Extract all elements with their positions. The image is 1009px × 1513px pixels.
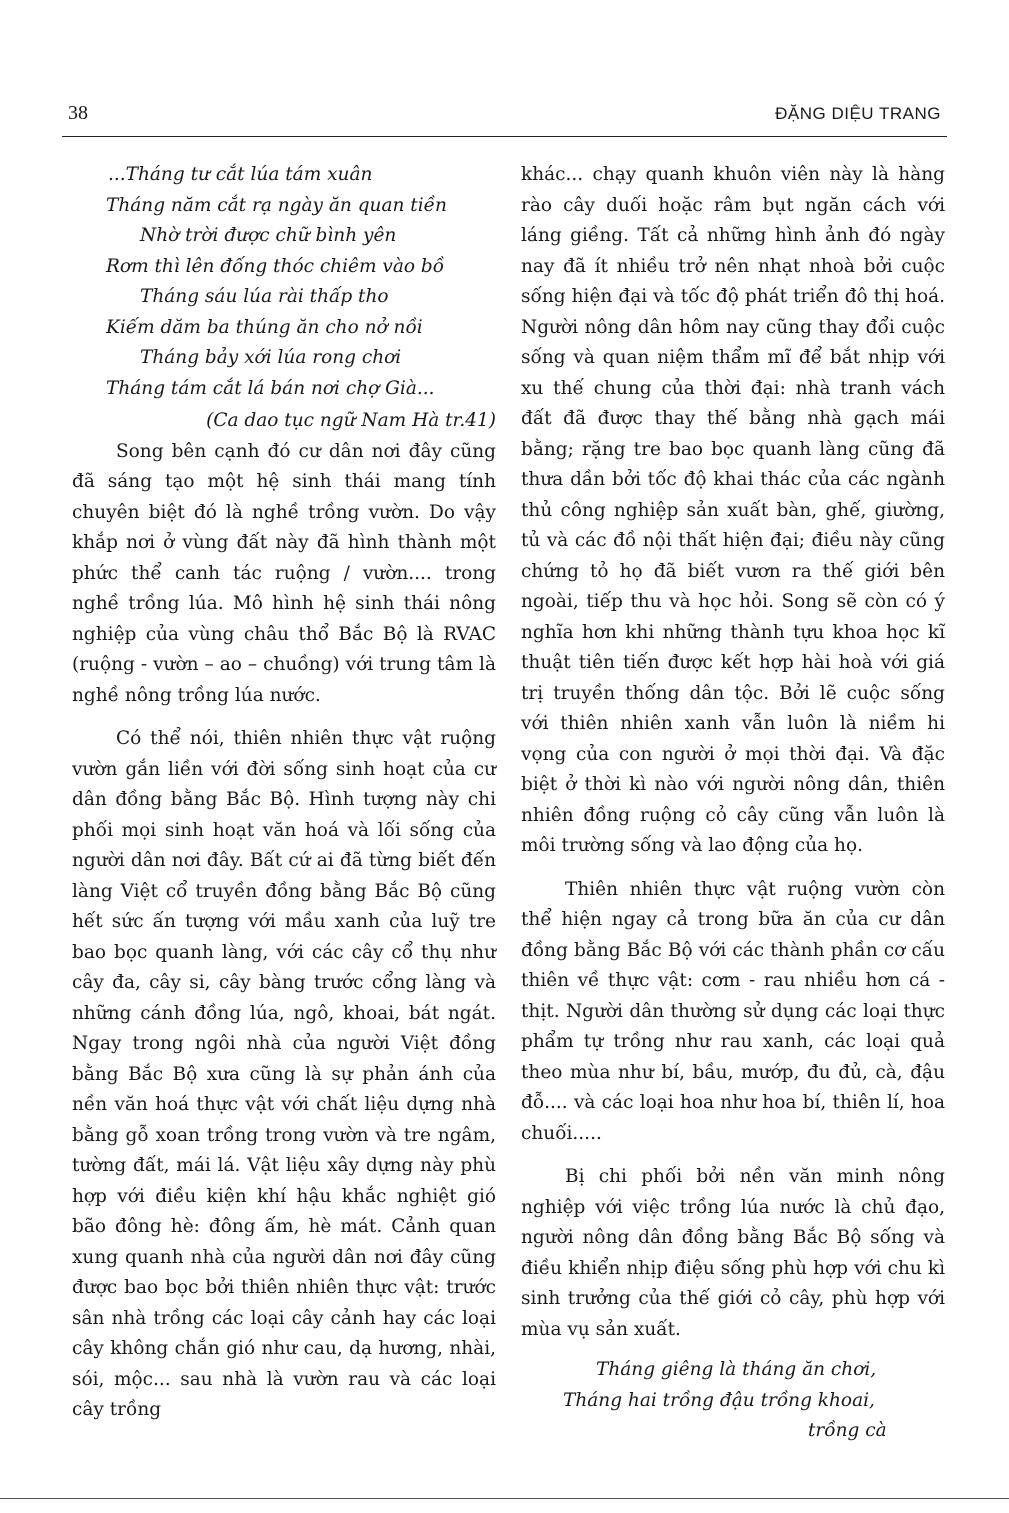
verse-line: Tháng hai trồng đậu trồng khoai, <box>563 1389 875 1411</box>
page-bottom-edge <box>0 1498 1009 1499</box>
header-rule <box>62 136 947 137</box>
paragraph: Thiên nhiên thực vật ruộng vườn còn thể hiện ngay cả trong bữa ăn của cư dân đồng bằng Bắc Bộ với các thành phần cơ cấu thiên về thực vật: cơm - rau nhiều hơn cá - thịt. Người dân thường sử dụng các loại thực phẩm tự trồng như rau xanh, các loại quả theo mùa như bí, bầu, mướp, đu đủ, cà, đậu đỗ.... và các loại hoa như hoa bí, thiên lí, hoa chuối..... <box>521 878 945 1144</box>
verse-line: Tháng tám cắt lá bán nơi chợ Già... <box>106 377 435 399</box>
verse-line: trồng cà <box>808 1420 887 1441</box>
verse-block <box>72 160 496 404</box>
verse-line: Tháng sáu lúa rài thấp tho <box>140 286 389 307</box>
paragraph: Có thể nói, thiên nhiên thực vật ruộng vườn gắn liền với đời sống sinh hoạt của cư dân đồng bằng Bắc Bộ. Hình tượng này chi phối mọi sinh hoạt văn hoá và lối sống của người dân nơi đây. Bất cứ ai đã từng biết đến làng Việt cổ truyền đồng bằng Bắc Bộ cũng hết sức ấn tượng với mầu xanh của luỹ tre bao bọc quanh làng, với các cây cổ thụ như cây đa, cây si, cây bàng trước cổng làng và những cánh đồng lúa, ngô, khoai, bát ngát. Ngay trong ngôi nhà của người Việt đồng bằng Bắc Bộ xưa cũng là sự phản ánh của nền văn hoá thực vật với chất liệu dựng nhà bằng gỗ xoan trồng trong vườn và tre ngâm, tường đất, mái lá. Vật liệu xây dựng này phù hợp với điều kiện khí hậu khắc nghiệt gió bão đông hè: đông ấm, hè mát. Cảnh quan xung quanh nhà của người dân nơi đây cũng được bao bọc bởi thiên nhiên thực vật: trước sân nhà trồng các loại cây cảnh hay các loại cây không chắn gió như cau, dạ hương, nhài, sói, mộc... sau nhà là vườn rau và các loại cây trồng <box>72 728 496 1420</box>
verse-source: (Ca dao tục ngữ Nam Hà tr.41) <box>206 410 496 431</box>
verse-line: ...Tháng tư cắt lúa tám xuân <box>108 164 373 185</box>
verse-line: Tháng năm cắt rạ ngày ăn quan tiền <box>106 194 447 216</box>
page-number: 38 <box>68 102 88 124</box>
verse-line: Rơm thì lên đống thóc chiêm vào bồ <box>106 255 445 277</box>
running-head: ĐẶNG DIỆU TRANG <box>775 104 941 123</box>
verse-block <box>521 1355 945 1447</box>
verse-line: Nhờ trời được chữ bình yên <box>140 225 397 246</box>
right-column <box>521 160 945 1447</box>
paragraph: Bị chi phối bởi nền văn minh nông nghiệp với việc trồng lúa nước là chủ đạo, người nông dân đồng bằng Bắc Bộ sống và điều khiển nhịp điệu sống phù hợp với chu kì sinh trưởng của thế giới cỏ cây, phù hợp với mùa vụ sản xuất. <box>521 1166 945 1340</box>
page-header <box>68 100 941 134</box>
paragraph: Song bên cạnh đó cư dân nơi đây cũng đã sáng tạo một hệ sinh thái mang tính chuyên biệt đó là nghề trồng vườn. Do vậy khắp nơi ở vùng đất này đã hình thành một phức thể canh tác ruộng / vườn.... trong nghề trồng lúa. Mô hình hệ sinh thái nông nghiệp của vùng châu thổ Bắc Bộ là RVAC (ruộng - vườn – ao – chuồng) với trung tâm là nghề nông trồng lúa nước. <box>72 440 496 706</box>
verse-line: Tháng giêng là tháng ăn chơi, <box>596 1359 877 1380</box>
left-column <box>72 160 496 1426</box>
paragraph-continued: khác... chạy quanh khuôn viên này là hàng rào cây duối hoặc râm bụt ngăn cách với láng giềng. Tất cả những hình ảnh đó ngày nay đã ít nhiều trở nên nhạt nhoà bởi cuộc sống hiện đại và tốc độ phát triển đô thị hoá. Người nông dân hôm nay cũng thay đổi cuộc sống và quan niệm thẩm mĩ để bắt nhịp với xu thế chung của thời đại: nhà tranh vách đất đã được thay thế bằng nhà gạch mái bằng; rặng tre bao bọc quanh làng cũng đã thưa dần bởi tốc độ khai thác của các ngành thủ công nghiệp sản xuất bàn, ghế, giường, tủ và các đồ nội thất hiện đại; điều này cũng chứng tỏ họ đã biết vươn ra thế giới bên ngoài, tiếp thu và học hỏi. Song sẽ còn có ý nghĩa hơn khi những thành tựu khoa học kĩ thuật tiên tiến được kết hợp hài hoà với giá trị truyền thống dân tộc. Bởi lẽ cuộc sống với thiên nhiên xanh vẫn luôn là niềm hi vọng của con người ở mọi thời đại. Và đặc biệt ở thời kì nào với người nông dân, thiên nhiên đồng ruộng cỏ cây cũng vẫn luôn là môi trường sống và lao động của họ. <box>521 164 945 856</box>
verse-line: Tháng bảy xới lúa rong chơi <box>140 347 402 368</box>
verse-line: Kiếm dăm ba thúng ăn cho nở nồi <box>106 316 423 338</box>
